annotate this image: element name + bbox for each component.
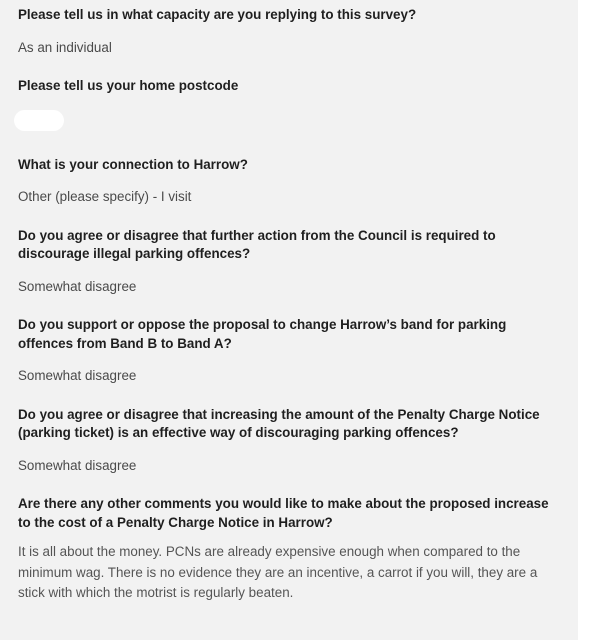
question-postcode: Please tell us your home postcode	[18, 78, 239, 93]
response-postcode	[18, 77, 560, 136]
question-connection: What is your connection to Harrow?	[18, 156, 248, 172]
answer-capacity: As an individual	[18, 39, 112, 55]
question-band-change: Do you support or oppose the proposal to change Harrow’s band for parking offences from Band B to Band A?	[18, 317, 507, 351]
response-connection	[18, 156, 560, 207]
response-pcn-effectiveness	[18, 406, 560, 476]
answer-connection: Other (please specify) - I visit	[18, 189, 192, 204]
response-band-change	[18, 316, 560, 386]
answer-band-change: Somewhat disagree	[18, 368, 137, 383]
question-pcn-effectiveness: Do you agree or disagree that increasing the amount of the Penalty Charge Notice (parking ticket) is an effective way of discouraging parking offences?	[18, 406, 540, 440]
question-other-comments: Are there any other comments you would like to make about the proposed increase to the cost of a Penalty Charge Notice in Harrow?	[18, 496, 549, 530]
response-capacity	[18, 6, 560, 57]
answer-pcn-effectiveness: Somewhat disagree	[18, 457, 137, 473]
response-further-action	[18, 227, 560, 297]
response-other-comments	[18, 495, 560, 604]
answer-other-comments: It is all about the money. PCNs are already expensive enough when compared to the minimum wag. There is no evidence they are an incentive, a carrot if you will, they are a stick with which the motrist is regularly beaten.	[18, 544, 538, 600]
redacted-postcode	[14, 110, 64, 131]
question-capacity: Please tell us in what capacity are you replying to this survey?	[18, 7, 417, 22]
question-further-action: Do you agree or disagree that further action from the Council is required to discourage illegal parking offences?	[18, 227, 496, 261]
answer-further-action: Somewhat disagree	[18, 278, 137, 294]
